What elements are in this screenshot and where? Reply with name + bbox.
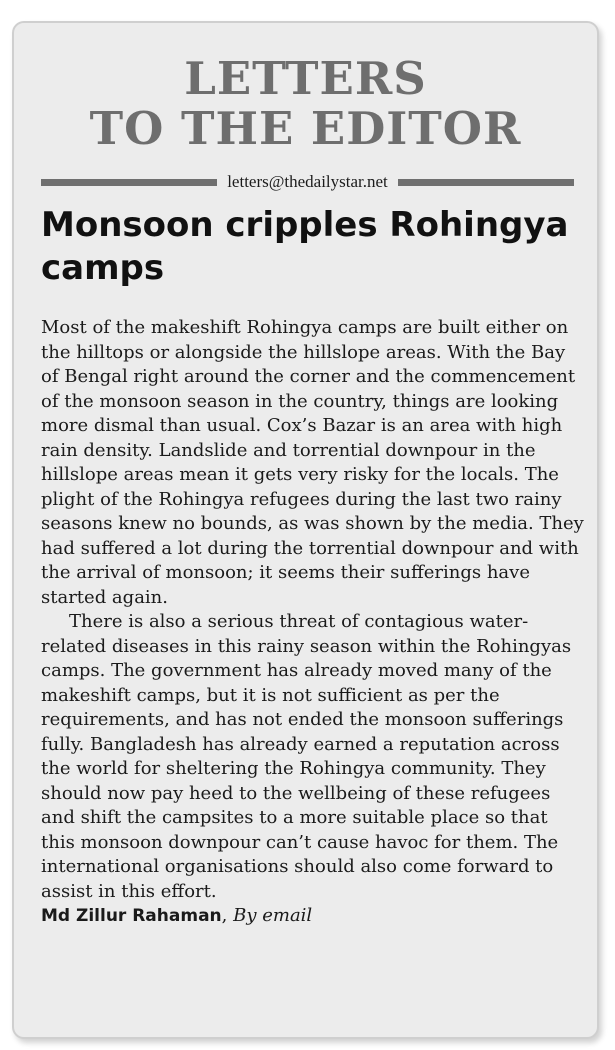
email-rule (41, 171, 574, 193)
letters-panel (12, 21, 599, 1039)
contact-email-link[interactable]: letters@thedailystar.net (227, 172, 388, 191)
letter-headline: Monsoon cripples Rohingya camps (41, 205, 569, 288)
section-masthead (14, 52, 597, 155)
rule-left-bar (41, 179, 217, 186)
letter-paragraph-1: Most of the makeshift Rohingya camps are built either on the hilltops or alongside the hillslope areas. With the Bay of Bengal right around the corner and the commencement of the monsoon season in the country, things are looking more dismal than usual. Cox’s Bazar is an area with high rain density. Landslide and torrential downpour in the hillslope areas mean it gets very risky for the locals. The plight of the Rohingya refugees during the last two rainy seasons knew no bounds, as was shown by the media. They had suffered a lot during the torrential downpour and with the arrival of monsoon; it seems their sufferings have started again. (41, 317, 584, 608)
author-name: Md Zillur Rahaman (41, 906, 222, 926)
letter-signature (41, 904, 586, 929)
letter-paragraph-2: There is also a serious threat of contagious water-related diseases in this rainy season within the Rohingyas camps. The government has already moved many of the makeshift camps, but it is not sufficient as per the requirements, and has not ended the monsoon sufferings fully. Bangladesh has already earned a reputation across the world for sheltering the Rohingya community. They should now pay heed to the wellbeing of these refugees and shift the campsites to a more suitable place so that this monsoon downpour can’t cause havoc for them. The international organisations should also come forward to assist in this effort. (41, 611, 572, 902)
letter-body (41, 316, 586, 929)
submission-method: By email (233, 905, 313, 926)
masthead-line-2: TO THE EDITOR (89, 102, 522, 155)
masthead-line-1: LETTERS (184, 52, 427, 105)
signature-separator: , (221, 905, 234, 926)
rule-right-bar (398, 179, 574, 186)
